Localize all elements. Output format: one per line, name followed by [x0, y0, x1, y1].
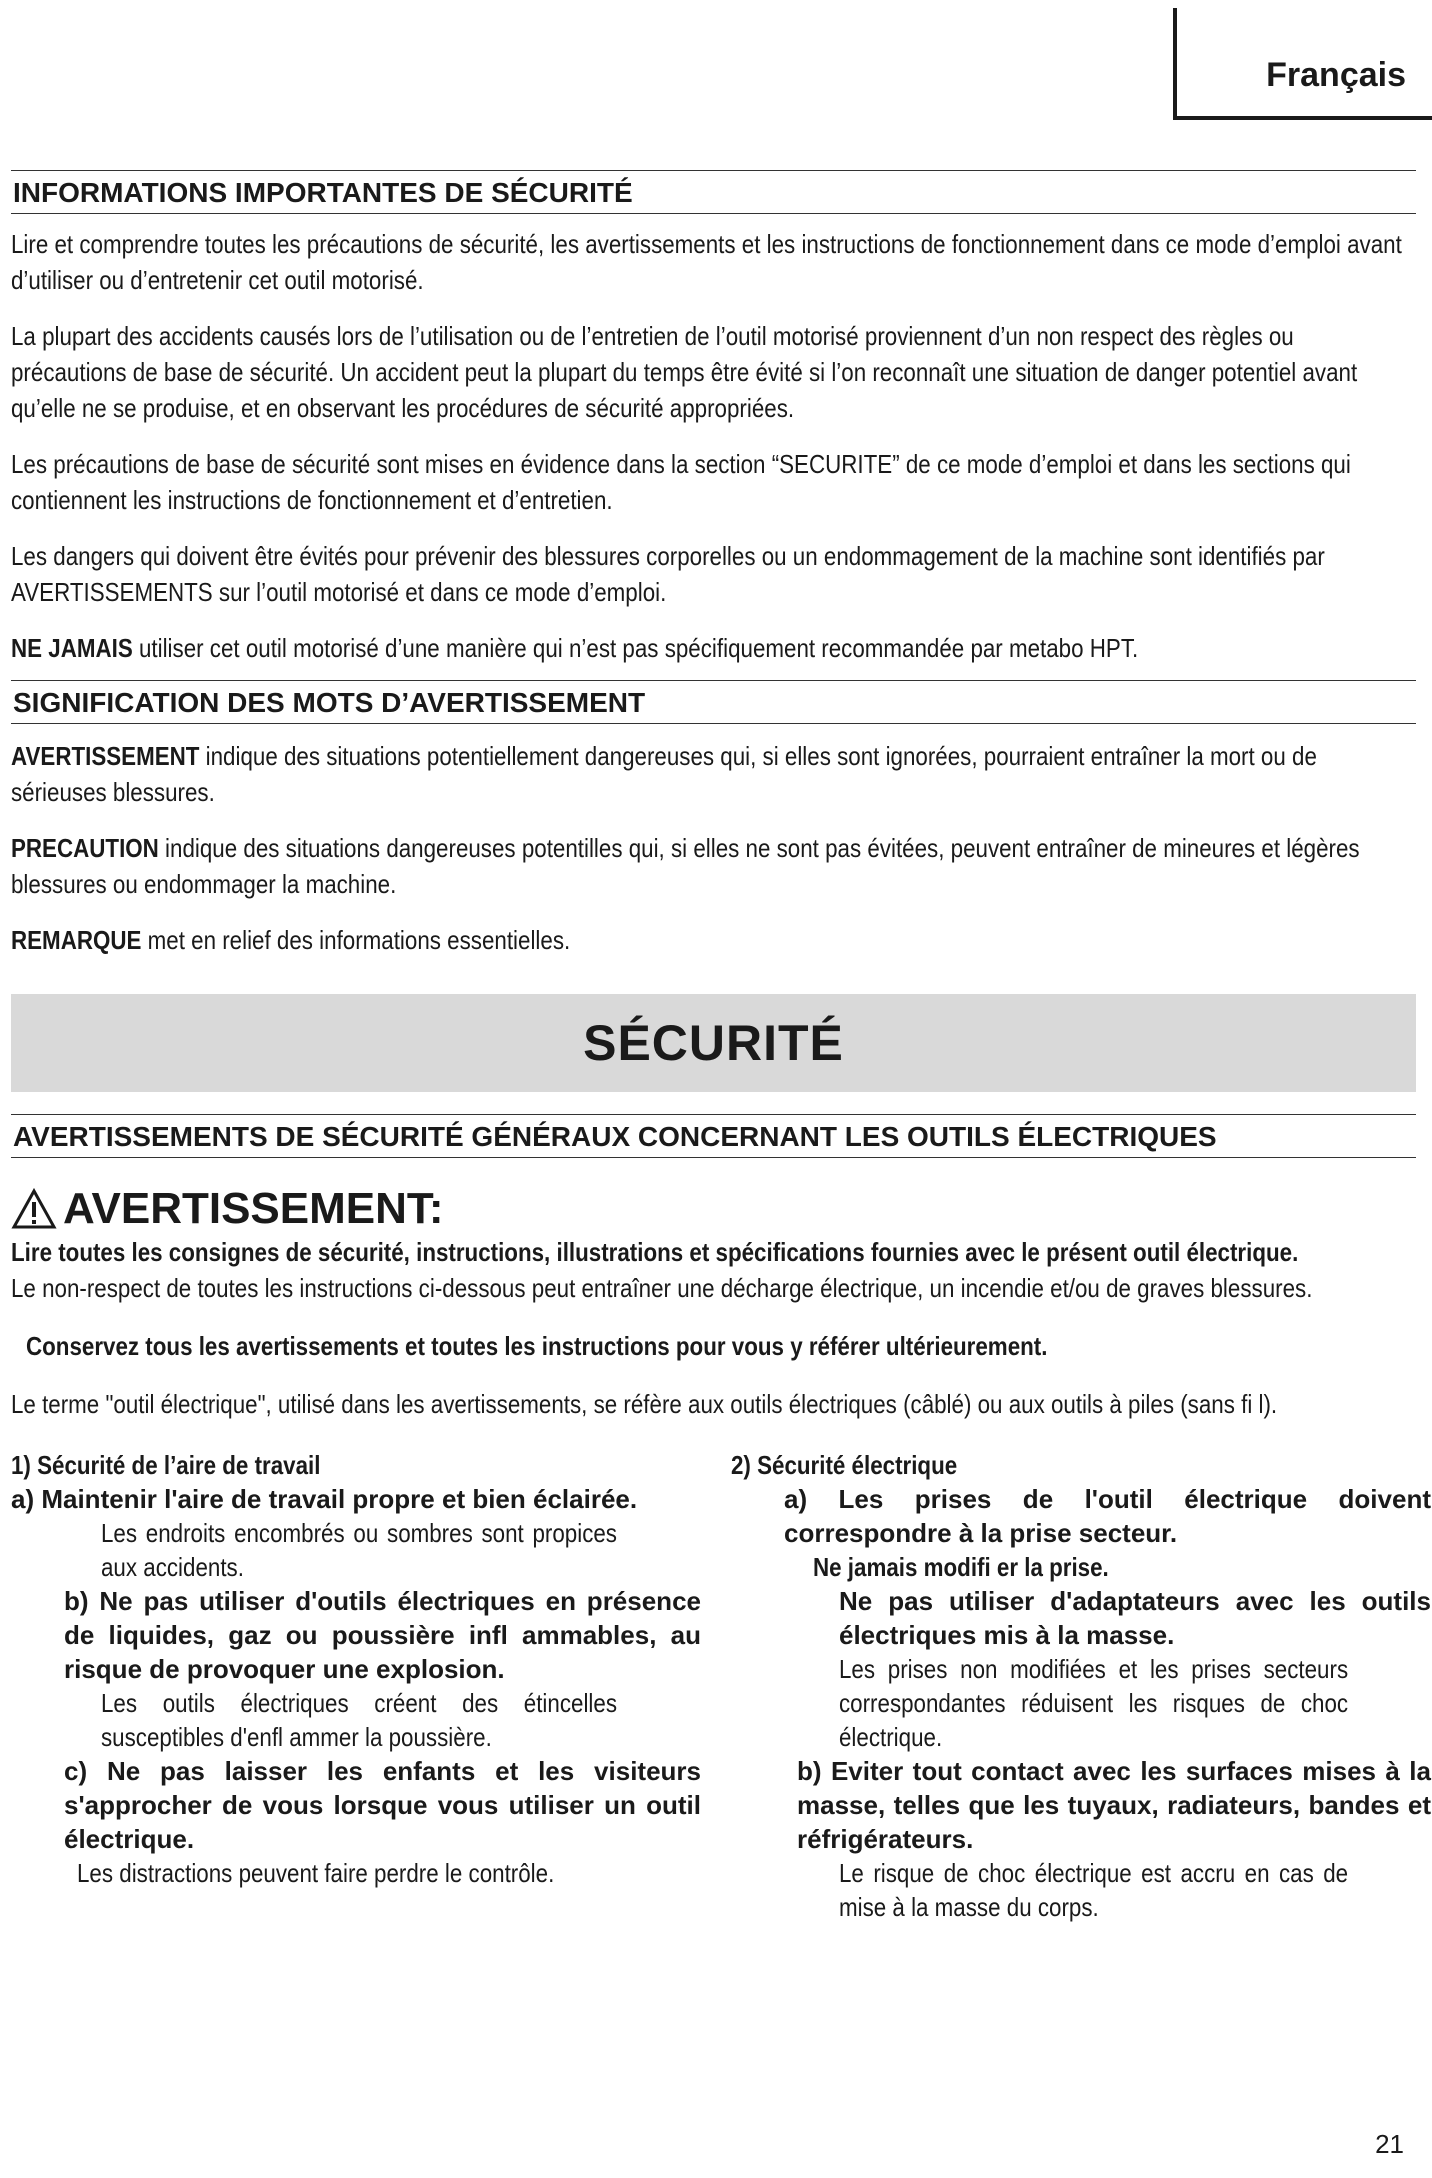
definition-warning	[11, 738, 1415, 810]
caution-word: PRECAUTION	[11, 833, 159, 863]
electrical-safety-column	[731, 1448, 1431, 1924]
warning-definition: indique des situations potentiellement dangereuses qui, si elles sont ignorées, pourraient entraîner la mort ou de sérieuses blessures.	[11, 741, 1317, 807]
electrical-a-text: Les prises non modifiées et les prises secteurs correspondantes réduisent les risques de choc électrique.	[839, 1654, 1349, 1752]
work-area-heading: 1) Sécurité de l’aire de travail	[11, 1450, 321, 1480]
warning-text: Le non-respect de toutes les instructions ci-dessous peut entraîner une décharge électrique, un incendie et/ou de graves blessures.	[11, 1273, 1313, 1303]
language-tab	[1173, 8, 1432, 120]
caution-definition: indique des situations dangereuses potentilles qui, si elles ne sont pas évitées, peuvent entraîner de mineures et légères blessures ou endommager la machine.	[11, 833, 1360, 899]
electrical-a-line2: Ne jamais modifi er la prise.	[813, 1552, 1109, 1582]
paragraph-accidents: La plupart des accidents causés lors de l’utilisation ou de l’entretien de l’outil motorisé proviennent d’un non respect des règles ou précautions de base de sécurité. Un accident peut la plupart du temps être évité si l’on reconnaît une situation de danger potentiel avant qu’elle ne se produise, et en observant les procédures de sécurité appropriées.	[11, 321, 1358, 423]
warning-bold-text: Lire toutes les consignes de sécurité, instructions, illustrations et spécifications fournies avec le présent outil électrique.	[11, 1237, 1299, 1267]
work-area-c-text: Les distractions peuvent faire perdre le contrôle.	[77, 1858, 555, 1888]
paragraph-never	[11, 630, 1415, 666]
electrical-b-text: Le risque de choc électrique est accru en cas de mise à la masse du corps.	[839, 1858, 1349, 1922]
warning-triangle-icon	[11, 1188, 57, 1230]
section-title-general-warnings: AVERTISSEMENTS DE SÉCURITÉ GÉNÉRAUX CONCERNANT LES OUTILS ÉLECTRIQUES	[11, 1114, 1416, 1158]
electrical-a-title: a) Les prises de l'outil électrique doivent correspondre à la prise secteur.	[784, 1484, 1431, 1548]
work-area-safety-column	[11, 1448, 701, 1890]
warning-word: AVERTISSEMENT	[11, 741, 200, 771]
never-label: NE JAMAIS	[11, 633, 133, 663]
work-area-a-title: a) Maintenir l'aire de travail propre et bien éclairée.	[11, 1484, 638, 1514]
electrical-b-title: b) Eviter tout contact avec les surfaces mises à la masse, telles que les tuyaux, radiateurs, bandes et réfrigérateurs.	[797, 1756, 1431, 1854]
work-area-b-text: Les outils électriques créent des étincelles susceptibles d'enfl ammer la poussière.	[101, 1688, 617, 1752]
electrical-a-line3: Ne pas utiliser d'adaptateurs avec les outils électriques mis à la masse.	[839, 1586, 1431, 1650]
warning-heading	[11, 1184, 1416, 1234]
safety-banner	[11, 994, 1416, 1092]
note-word: REMARQUE	[11, 925, 142, 955]
page-content	[11, 170, 1431, 1968]
two-column-section	[11, 1448, 1431, 1968]
work-area-b-title: b) Ne pas utiliser d'outils électriques en présence de liquides, gaz ou poussière infl ammables, au risque de provoquer une explosion.	[64, 1586, 701, 1684]
safety-banner-title: SÉCURITÉ	[583, 1015, 844, 1071]
never-text: utiliser cet outil motorisé d’une manière qui n’est pas spécifiquement recommandée par metabo HPT.	[132, 633, 1139, 663]
page-number: 21	[1375, 2129, 1404, 2159]
section-title-important-info: INFORMATIONS IMPORTANTES DE SÉCURITÉ	[11, 170, 1416, 214]
electrical-heading: 2) Sécurité électrique	[731, 1450, 958, 1480]
paragraph-dangers: Les dangers qui doivent être évités pour prévenir des blessures corporelles ou un endommagement de la machine sont identifiés par AVERTISSEMENTS sur l’outil motorisé et dans ce mode d’emploi.	[11, 541, 1325, 607]
definition-note	[11, 922, 1415, 958]
paragraph-read-understand: Lire et comprendre toutes les précautions de sécurité, les avertissements et les instructions de fonctionnement dans ce mode d’emploi avant d’utiliser ou d’entretenir cet outil motorisé.	[11, 229, 1402, 295]
work-area-a-text: Les endroits encombrés ou sombres sont propices aux accidents.	[101, 1518, 617, 1582]
paragraph-basic-precautions: Les précautions de base de sécurité sont mises en évidence dans la section “SECURITE” de ce mode d’emploi et dans les sections qui contiennent les instructions de fonctionnement et d’entretien.	[11, 449, 1351, 515]
definition-caution	[11, 830, 1415, 902]
note-definition: met en relief des informations essentielles.	[141, 925, 571, 955]
power-tool-term-text: Le terme "outil électrique", utilisé dans les avertissements, se réfère aux outils électriques (câblé) ou aux outils à piles (sans fi l).	[11, 1389, 1278, 1419]
language-label: Français	[1266, 56, 1406, 94]
section-title-signal-words: SIGNIFICATION DES MOTS D’AVERTISSEMENT	[11, 680, 1416, 724]
work-area-c-title: c) Ne pas laisser les enfants et les visiteurs s'approcher de vous lorsque vous utiliser un outil électrique.	[64, 1756, 701, 1854]
warning-label: AVERTISSEMENT:	[63, 1184, 444, 1233]
keep-instructions-text: Conservez tous les avertissements et toutes les instructions pour vous y référer ultérieurement.	[26, 1331, 1048, 1361]
